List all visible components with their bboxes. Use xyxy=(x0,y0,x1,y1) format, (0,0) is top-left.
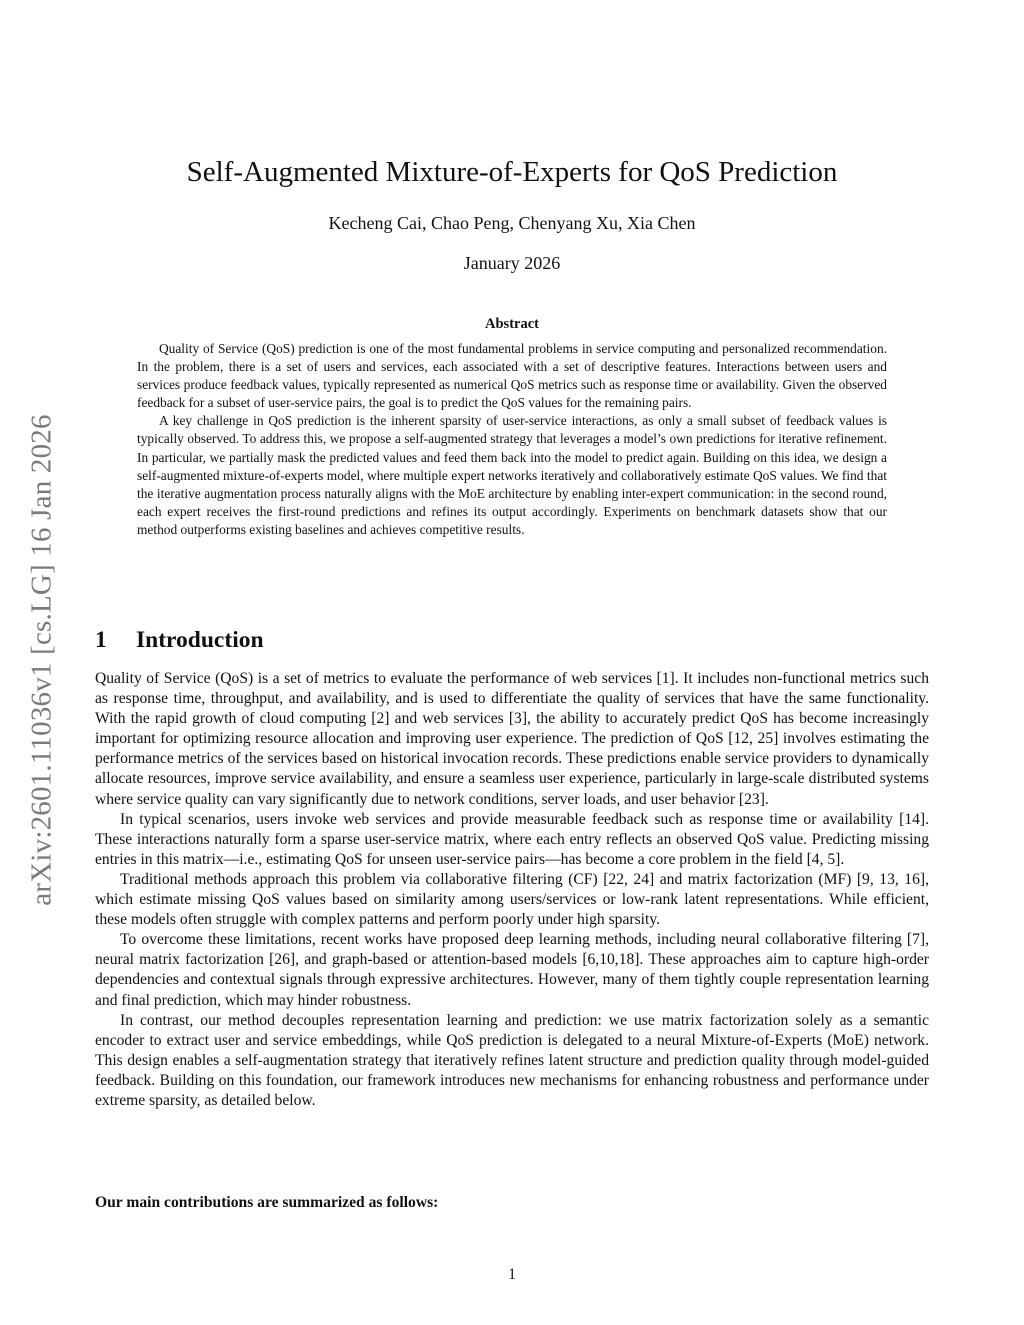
paper-authors: Kecheng Cai, Chao Peng, Chenyang Xu, Xia Chen xyxy=(328,213,696,233)
intro-paragraph-1: Quality of Service (QoS) is a set of metrics to evaluate the performance of web services [1]. It includes non-functional metrics such as response time, throughput, and availability, and is used to differentiate the quality of services that have the same functionality. With the rapid growth of cloud computing [2] and web services [3], the ability to accurately predict QoS has become increasingly important for optimizing resource allocation and improving user experience. The prediction of QoS [12, 25] involves estimating the performance metrics of the services based on historical invocation records. These predictions enable service providers to dynamically allocate resources, improve service availability, and ensure a seamless user experience, particularly in large-scale distributed systems where service quality can vary significantly due to network conditions, server loads, and user behavior [23]. xyxy=(95,670,929,808)
section-number: 1 xyxy=(95,627,107,653)
intro-paragraph-4: To overcome these limitations, recent works have proposed deep learning methods, including neural collaborative filtering [7], neural matrix factorization [26], and graph-based or attention-based models [6,10,18]. These approaches aim to capture high-order dependencies and contextual signals through expressive architectures. However, many of them tightly couple representation learning and final prediction, which may hinder robustness. xyxy=(95,931,929,1009)
page-number: 1 xyxy=(508,1266,516,1283)
section-title: Introduction xyxy=(136,627,264,653)
intro-paragraph-3: Traditional methods approach this problem via collaborative filtering (CF) [22, 24] and matrix factorization (MF) [9, 13, 16], which estimate missing QoS values based on similarity among users/services or low-rank latent representations. While efficient, these models often struggle with complex patterns and perform poorly under high sparsity. xyxy=(95,870,929,929)
abstract-paragraph-1: Quality of Service (QoS) prediction is one of the most fundamental problems in service computing and personalized recommendation. In the problem, there is a set of users and services, each associated with a set of descriptive features. Interactions between users and services produce feedback values, typically represented as numerical QoS metrics such as response time or availability. Given the observed feedback for a subset of user-service pairs, the goal is to predict the QoS values for the remaining pairs. xyxy=(137,341,887,411)
abstract-body xyxy=(137,340,887,539)
paper-date: January 2026 xyxy=(463,253,561,273)
intro-paragraph-2: In typical scenarios, users invoke web services and provide measurable feedback such as response time or availability [14]. These interactions naturally form a sparse user-service matrix, where each entry reflects an observed QoS value. Predicting missing entries in this matrix—i.e., estimating QoS for unseen user-service pairs—has become a core problem in the field [4, 5]. xyxy=(95,810,929,868)
contributions-heading: Our main contributions are summarized as follows: xyxy=(95,1194,439,1211)
introduction-body xyxy=(95,669,929,1111)
abstract-heading: Abstract xyxy=(485,316,539,332)
paper-title: Self-Augmented Mixture-of-Experts for QoS Prediction xyxy=(186,156,838,188)
section-heading-introduction xyxy=(95,624,264,656)
arxiv-identifier: arXiv:2601.11036v1 [cs.LG] 16 Jan 2026 xyxy=(25,414,58,906)
intro-paragraph-5: In contrast, our method decouples representation learning and prediction: we use matrix factorization solely as a semantic encoder to extract user and service embeddings, while QoS prediction is delegated to a neural Mixture-of-Experts (MoE) network. This design enables a self-augmentation strategy that iteratively refines latent structure and prediction quality through model-guided feedback. Building on this foundation, our framework introduces new mechanisms for enhancing robustness and performance under extreme sparsity, as detailed below. xyxy=(95,1011,929,1109)
abstract-paragraph-2: A key challenge in QoS prediction is the inherent sparsity of user-service interactions, as only a small subset of feedback values is typically observed. To address this, we propose a self-augmented strategy that leverages a model’s own predictions for iterative refinement. In particular, we partially mask the predicted values and feed them back into the model to predict again. Building on this idea, we design a self-augmented mixture-of-experts model, where multiple expert networks iteratively and collaboratively estimate QoS values. We find that the iterative augmentation process naturally aligns with the MoE architecture by enabling inter-expert communication: in the second round, each expert receives the first-round predictions and refines its output accordingly. Experiments on benchmark datasets show that our method outperforms existing baselines and achieves competitive results. xyxy=(137,413,887,537)
